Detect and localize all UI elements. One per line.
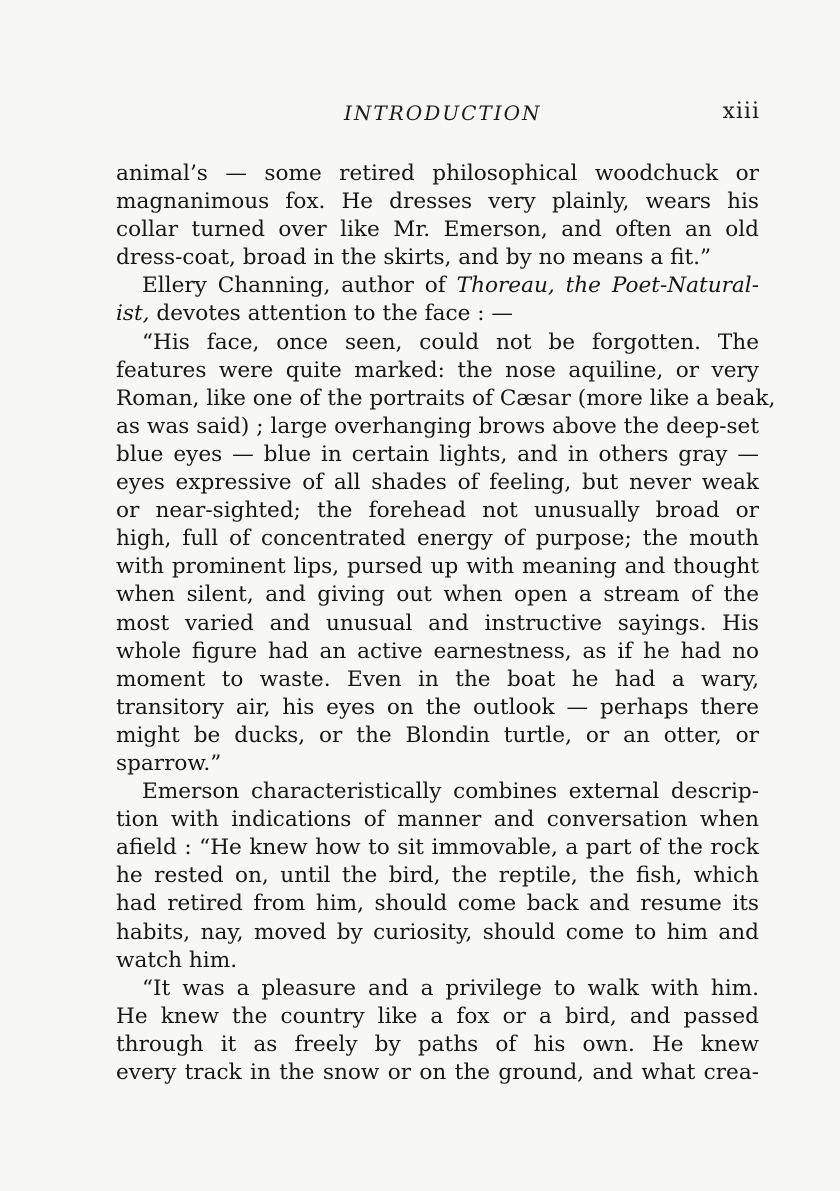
text-line: as was said) ; large overhanging brows above the deep-set [116,413,759,439]
text-line: watch him. [116,947,238,973]
page-header [116,101,760,131]
text-line: habits, nay, moved by curiosity, should come to him and [116,919,759,945]
paragraph [116,975,759,1087]
page-number: xiii [722,99,760,124]
paragraph [116,778,759,975]
text-line: blue eyes — blue in certain lights, and in others gray — [116,441,759,467]
text-line: when silent, and giving out when open a stream of the [116,582,759,608]
text-line: He knew the country like a fox or a bird, and passed [116,1003,759,1029]
paragraph [116,160,759,272]
text-line: or near-sighted; the forehead not unusually broad or [116,498,759,524]
text-line: “His face, once seen, could not be forgotten. The [142,329,759,355]
text-line: features were quite marked: the nose aquiline, or very [116,357,759,383]
text-line: animal’s — some retired philosophical woodchuck or [116,161,759,186]
text-line: with prominent lips, pursed up with meaning and thought [116,554,759,580]
text-span: Ellery Channing, author of [142,273,457,299]
text-line: high, full of concentrated energy of purpose; the mouth [116,526,759,552]
text-line: whole figure had an active earnestness, as if he had no [116,638,759,664]
text-line: Roman, like one of the portraits of Cæsar (more like a beak, [116,385,776,411]
text-line [116,300,759,328]
running-head: INTRODUCTION [344,101,542,125]
text-line: sparrow.” [116,750,222,776]
text-line: collar turned over like Mr. Emerson, and often an old [116,217,759,243]
text-line: he rested on, until the bird, the reptile, the fish, which [116,863,759,889]
text-line: most varied and unusual and instructive sayings. His [116,610,759,636]
text-line: through it as freely by paths of his own. He knew [116,1031,759,1057]
text-line: magnanimous fox. He dresses very plainly, wears his [116,189,759,215]
book-title: Thoreau, the Poet-Natural- [456,273,759,299]
book-title-end: ist, [116,301,150,327]
text-line: transitory air, his eyes on the outlook — perhaps there [116,694,759,720]
text-line: moment to waste. Even in the boat he had a wary, [116,666,759,692]
text-line: afield : “He knew how to sit immovable, a part of the rock [116,835,759,861]
text-line: “It was a pleasure and a privilege to walk with him. [142,975,759,1001]
paragraph [116,272,759,328]
text-line: might be ducks, or the Blondin turtle, or an otter, or [116,722,759,748]
paragraph [116,329,776,779]
text-line: Emerson characteristically combines external descrip- [142,779,759,805]
text-line: had retired from him, should come back and resume its [116,891,759,917]
text-span: devotes attention to the face : — [149,301,513,327]
text-line: eyes expressive of all shades of feeling, but never weak [116,470,759,496]
text-line: tion with indications of manner and conversation when [116,807,759,833]
text-line: dress-coat, broad in the skirts, and by no means a fit.” [116,245,712,271]
body-text [116,160,776,1087]
text-line [116,272,759,300]
text-line: every track in the snow or on the ground, and what crea- [116,1060,759,1085]
